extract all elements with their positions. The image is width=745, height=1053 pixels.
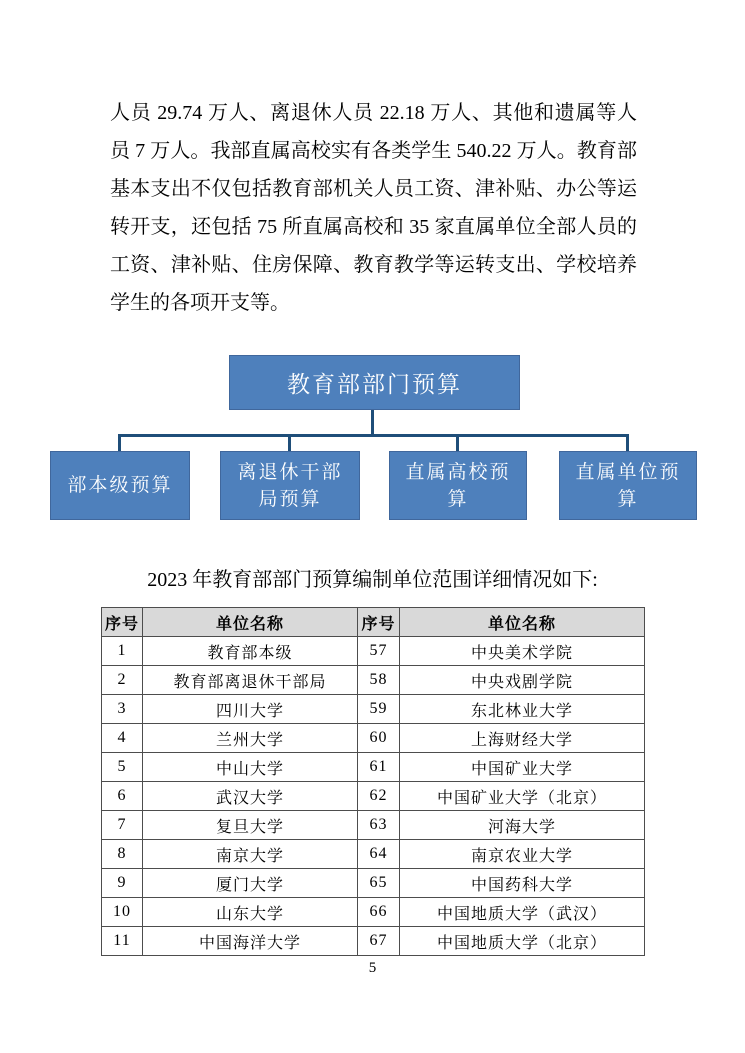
unit-name-cell-left: 山东大学 <box>143 898 358 927</box>
serial-cell-left: 2 <box>102 666 143 695</box>
org-chart-child-box-affiliated-universities <box>389 451 527 520</box>
table-caption: 2023 年教育部部门预算编制单位范围详细情况如下: <box>147 569 598 591</box>
unit-name-cell-left: 教育部离退休干部局 <box>143 666 358 695</box>
serial-cell-left: 7 <box>102 811 143 840</box>
org-chart-child-box-retired-cadres-bureau <box>220 451 360 520</box>
serial-cell-left: 1 <box>102 637 143 666</box>
unit-name-cell-left: 兰州大学 <box>143 724 358 753</box>
serial-cell-left: 4 <box>102 724 143 753</box>
table-row <box>102 753 645 782</box>
unit-name-cell-left: 南京大学 <box>143 840 358 869</box>
table-row <box>102 782 645 811</box>
unit-name-cell-left: 武汉大学 <box>143 782 358 811</box>
connector-drop-2 <box>288 434 291 451</box>
serial-cell-right: 65 <box>358 869 400 898</box>
header-serial-left: 序号 <box>102 608 143 637</box>
header-unit-name-right: 单位名称 <box>400 608 645 637</box>
budget-units-table <box>101 607 645 956</box>
table-row <box>102 811 645 840</box>
serial-cell-left: 8 <box>102 840 143 869</box>
paragraph-line: 转开支，还包括 75 所直属高校和 35 家直属单位全部人员的 <box>110 216 637 238</box>
table-row <box>102 869 645 898</box>
unit-name-cell-left: 中国海洋大学 <box>143 927 358 956</box>
org-chart-child-box-ministry-level <box>50 451 190 520</box>
table-row <box>102 927 645 956</box>
unit-name-cell-left: 中山大学 <box>143 753 358 782</box>
unit-name-cell-right: 中国矿业大学 <box>400 753 645 782</box>
table-row <box>102 840 645 869</box>
table-row <box>102 695 645 724</box>
paragraph-line: 工资、津补贴、住房保障、教育教学等运转支出、学校培养 <box>110 254 637 276</box>
unit-name-cell-left: 厦门大学 <box>143 869 358 898</box>
unit-name-cell-right: 东北林业大学 <box>400 695 645 724</box>
body-paragraph <box>110 94 637 322</box>
serial-cell-left: 6 <box>102 782 143 811</box>
serial-cell-left: 10 <box>102 898 143 927</box>
units-table-body <box>102 637 645 956</box>
table-row <box>102 724 645 753</box>
serial-cell-right: 61 <box>358 753 400 782</box>
table-row <box>102 637 645 666</box>
serial-cell-right: 64 <box>358 840 400 869</box>
unit-name-cell-right: 中国药科大学 <box>400 869 645 898</box>
serial-cell-left: 11 <box>102 927 143 956</box>
serial-cell-right: 57 <box>358 637 400 666</box>
serial-cell-right: 59 <box>358 695 400 724</box>
page-number: 5 <box>368 960 377 976</box>
header-unit-name-left: 单位名称 <box>143 608 358 637</box>
connector-drop-1 <box>118 434 121 451</box>
org-chart-root-label: 教育部部门预算 <box>287 372 462 397</box>
org-chart-child-label: 部本级预算 <box>67 475 173 496</box>
serial-cell-right: 60 <box>358 724 400 753</box>
paragraph-line: 员 7 万人。我部直属高校实有各类学生 540.22 万人。教育部 <box>110 140 637 162</box>
header-row <box>102 608 645 637</box>
serial-cell-right: 62 <box>358 782 400 811</box>
header-serial-right: 序号 <box>358 608 400 637</box>
org-chart-child-label: 直属单位预算 <box>575 461 681 510</box>
serial-cell-right: 63 <box>358 811 400 840</box>
unit-name-cell-right: 中央美术学院 <box>400 637 645 666</box>
unit-name-cell-left: 四川大学 <box>143 695 358 724</box>
unit-name-cell-right: 中国地质大学（武汉） <box>400 898 645 927</box>
serial-cell-left: 9 <box>102 869 143 898</box>
serial-cell-right: 58 <box>358 666 400 695</box>
org-chart-root-box <box>229 355 520 410</box>
unit-name-cell-right: 中央戏剧学院 <box>400 666 645 695</box>
serial-cell-left: 3 <box>102 695 143 724</box>
units-table-header <box>102 608 645 637</box>
unit-name-cell-left: 复旦大学 <box>143 811 358 840</box>
paragraph-line: 学生的各项开支等。 <box>110 292 290 314</box>
serial-cell-right: 66 <box>358 898 400 927</box>
connector-stem <box>371 410 374 436</box>
connector-horizontal-line <box>118 434 629 437</box>
org-chart-child-box-affiliated-units <box>559 451 697 520</box>
unit-name-cell-right: 河海大学 <box>400 811 645 840</box>
table-row <box>102 898 645 927</box>
org-chart-child-label: 离退休干部局预算 <box>237 461 343 510</box>
unit-name-cell-right: 上海财经大学 <box>400 724 645 753</box>
unit-name-cell-right: 中国矿业大学（北京） <box>400 782 645 811</box>
table-row <box>102 666 645 695</box>
connector-drop-4 <box>626 434 629 451</box>
serial-cell-left: 5 <box>102 753 143 782</box>
unit-name-cell-right: 南京农业大学 <box>400 840 645 869</box>
paragraph-line: 基本支出不仅包括教育部机关人员工资、津补贴、办公等运 <box>110 178 637 200</box>
unit-name-cell-left: 教育部本级 <box>143 637 358 666</box>
connector-drop-3 <box>456 434 459 451</box>
serial-cell-right: 67 <box>358 927 400 956</box>
paragraph-line: 人员 29.74 万人、离退休人员 22.18 万人、其他和遗属等人 <box>110 102 637 124</box>
org-chart-child-label: 直属高校预算 <box>405 461 511 510</box>
unit-name-cell-right: 中国地质大学（北京） <box>400 927 645 956</box>
